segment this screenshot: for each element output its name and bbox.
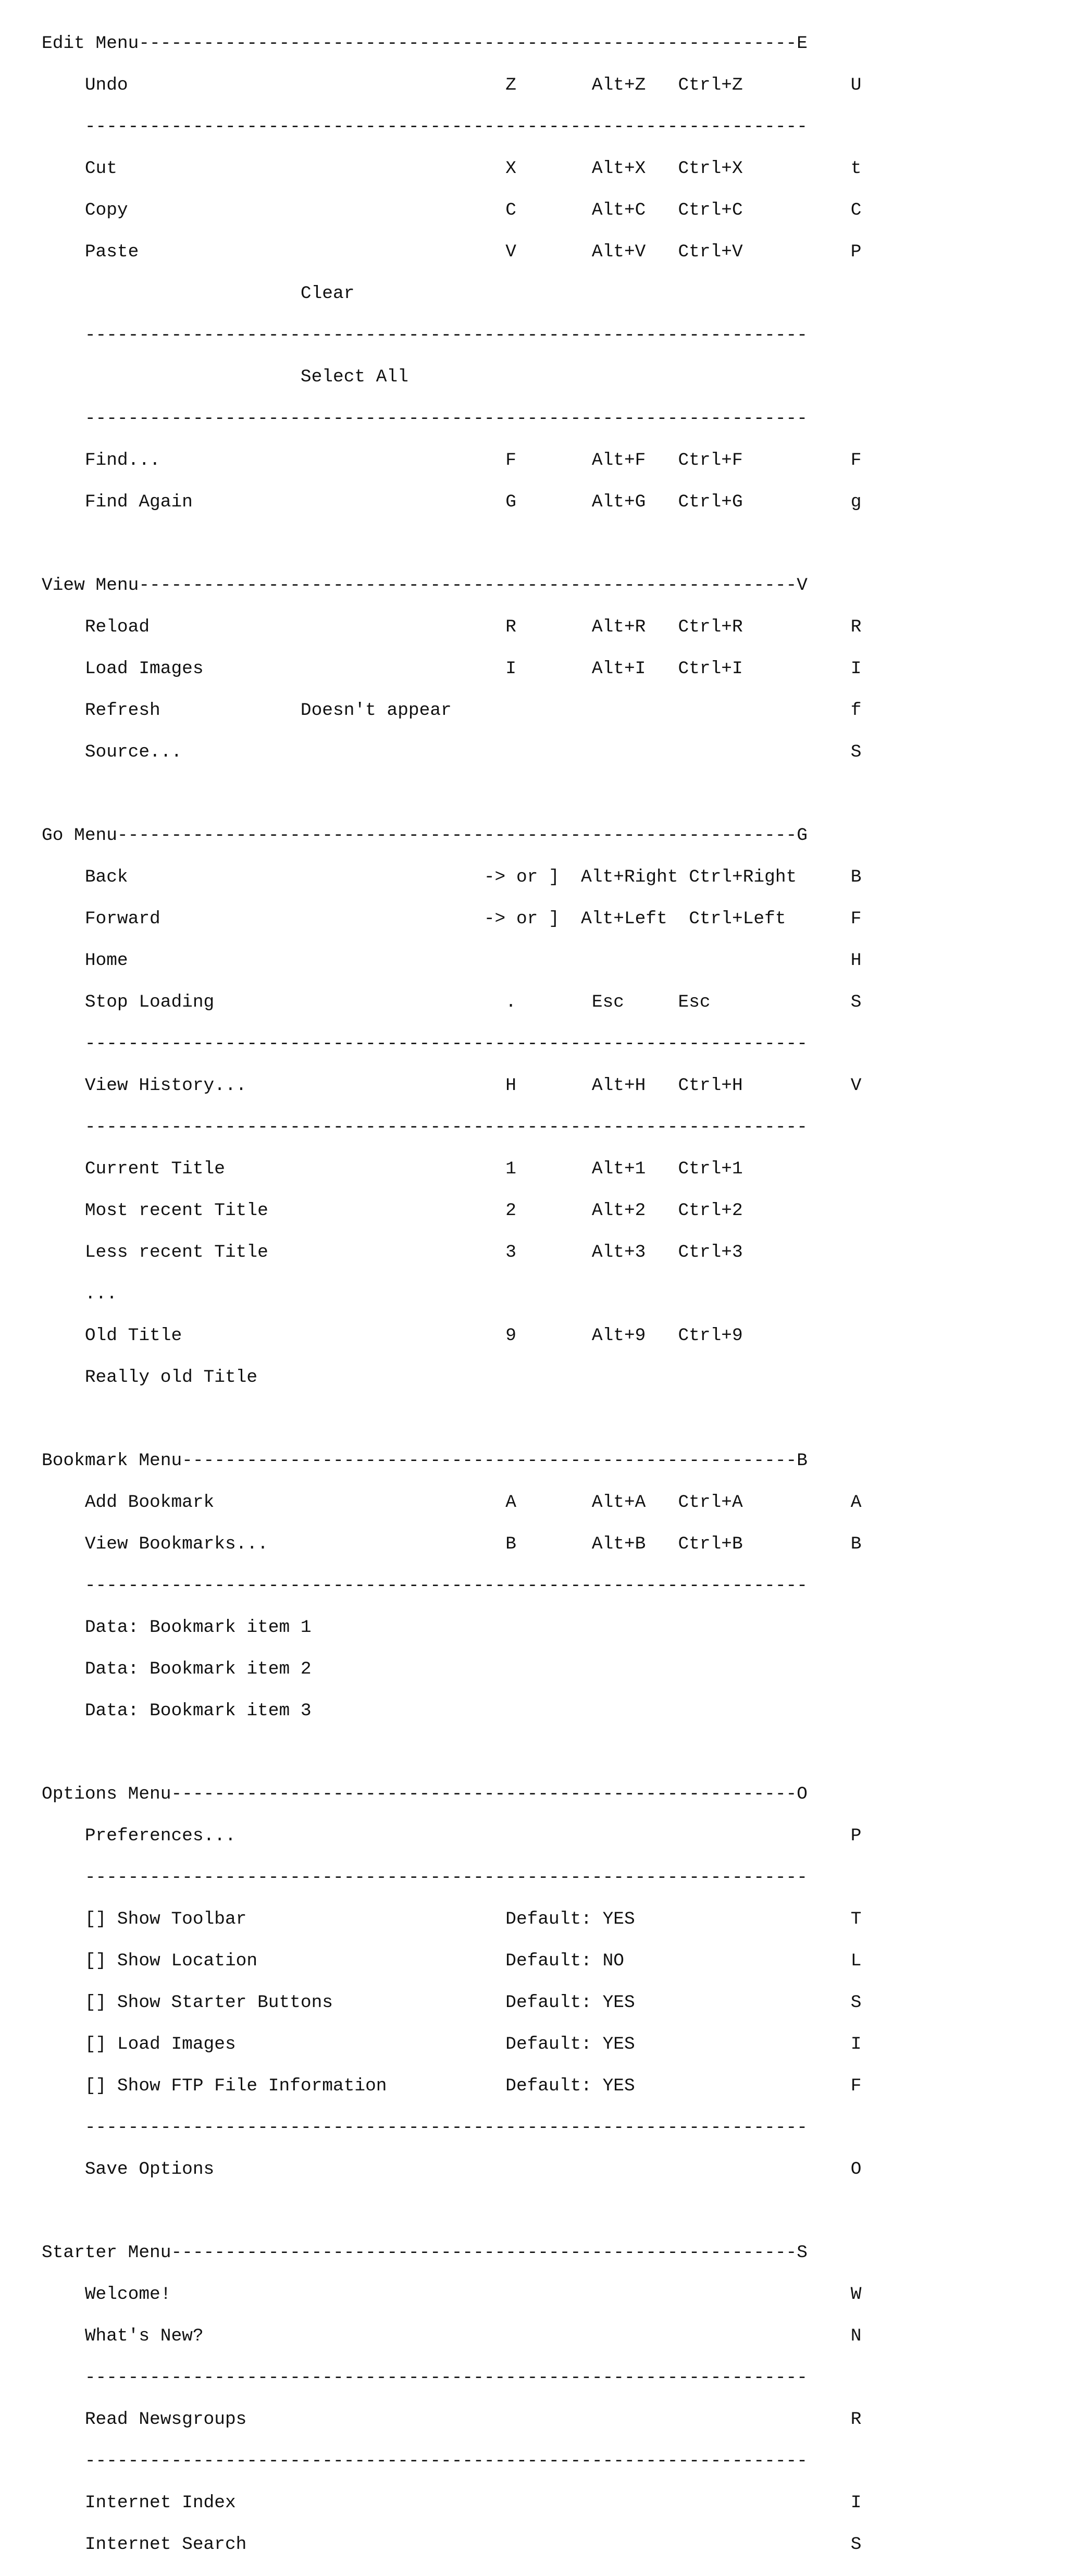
menu-item-load-images: Load Images I Alt+I Ctrl+I I — [42, 659, 862, 679]
keyboard-shortcut-document — [42, 33, 861, 2576]
menu-item-most-recent-title: Most recent Title 2 Alt+2 Ctrl+2 — [42, 1200, 743, 1221]
menu-item-show-starter-buttons: [] Show Starter Buttons Default: YES S — [42, 1992, 862, 2013]
ellipsis-line: ... — [42, 1284, 117, 1304]
blank-line — [42, 784, 861, 804]
menu-item-copy: Copy C Alt+C Ctrl+C C — [42, 200, 862, 220]
separator: ------------------------------------------------------------------- — [42, 325, 808, 345]
menu-item-refresh: Refresh Doesn't appear f — [42, 700, 862, 721]
menu-item-find-again: Find Again G Alt+G Ctrl+G g — [42, 492, 862, 512]
menu-item-select-all: Select All — [42, 367, 408, 387]
separator: ------------------------------------------------------------------- — [42, 1034, 808, 1054]
separator: ------------------------------------------------------------------- — [42, 1576, 808, 1596]
menu-item-forward: Forward -> or ] Alt+Left Ctrl+Left F — [42, 909, 862, 929]
menu-item-view-bookmarks: View Bookmarks... B Alt+B Ctrl+B B — [42, 1534, 862, 1554]
menu-item-back: Back -> or ] Alt+Right Ctrl+Right B — [42, 867, 862, 887]
blank-line — [42, 1742, 861, 1763]
separator: ------------------------------------------------------------------- — [42, 1867, 808, 1888]
section-header-bookmark-menu: Bookmark Menu---------------------------------------------------------B — [42, 1451, 808, 1471]
menu-item-view-history: View History... H Alt+H Ctrl+H V — [42, 1075, 862, 1096]
menu-item-reload: Reload R Alt+R Ctrl+R R — [42, 617, 862, 637]
menu-item-less-recent-title: Less recent Title 3 Alt+3 Ctrl+3 — [42, 1242, 743, 1262]
blank-line — [42, 2201, 861, 2222]
menu-item-internet-search: Internet Search S — [42, 2534, 862, 2555]
section-header-go-menu: Go Menu---------------------------------------------------------------G — [42, 825, 808, 846]
menu-item-source: Source... S — [42, 742, 862, 762]
blank-line — [42, 1409, 861, 1430]
menu-item-preferences: Preferences... P — [42, 1826, 862, 1846]
menu-item-show-ftp-file-information: [] Show FTP File Information Default: YES F — [42, 2076, 862, 2096]
menu-item-old-title: Old Title 9 Alt+9 Ctrl+9 — [42, 1326, 743, 1346]
separator: ------------------------------------------------------------------- — [42, 2368, 808, 2388]
section-header-view-menu: View Menu-------------------------------------------------------------V — [42, 575, 808, 596]
bookmark-item-3: Data: Bookmark item 3 — [42, 1701, 312, 1721]
menu-item-whats-new: What's New? N — [42, 2326, 862, 2346]
menu-item-really-old-title: Really old Title — [42, 1367, 258, 1388]
menu-item-cut: Cut X Alt+X Ctrl+X t — [42, 158, 862, 179]
menu-item-find: Find... F Alt+F Ctrl+F F — [42, 450, 862, 470]
menu-item-clear: Clear — [42, 283, 355, 304]
bookmark-item-1: Data: Bookmark item 1 — [42, 1617, 312, 1638]
section-header-options-menu: Options Menu----------------------------------------------------------O — [42, 1784, 808, 1804]
menu-item-save-options: Save Options O — [42, 2159, 862, 2179]
separator: ------------------------------------------------------------------- — [42, 1117, 808, 1137]
section-header-starter-menu: Starter Menu----------------------------------------------------------S — [42, 2243, 808, 2263]
separator: ------------------------------------------------------------------- — [42, 408, 808, 429]
separator: ------------------------------------------------------------------- — [42, 117, 808, 137]
menu-item-stop-loading: Stop Loading . Esc Esc S — [42, 992, 862, 1012]
blank-line — [42, 534, 861, 554]
menu-item-show-location: [] Show Location Default: NO L — [42, 1951, 862, 1971]
section-header-edit-menu: Edit Menu-------------------------------------------------------------E — [42, 33, 808, 54]
menu-item-internet-index: Internet Index I — [42, 2493, 862, 2513]
menu-item-home: Home H — [42, 950, 862, 971]
menu-item-welcome: Welcome! W — [42, 2284, 862, 2305]
menu-item-add-bookmark: Add Bookmark A Alt+A Ctrl+A A — [42, 1492, 862, 1513]
menu-item-undo: Undo Z Alt+Z Ctrl+Z U — [42, 75, 862, 95]
menu-item-current-title: Current Title 1 Alt+1 Ctrl+1 — [42, 1159, 743, 1179]
separator: ------------------------------------------------------------------- — [42, 2451, 808, 2471]
menu-item-load-images-option: [] Load Images Default: YES I — [42, 2034, 862, 2054]
menu-item-read-newsgroups: Read Newsgroups R — [42, 2409, 862, 2430]
bookmark-item-2: Data: Bookmark item 2 — [42, 1659, 312, 1679]
menu-item-show-toolbar: [] Show Toolbar Default: YES T — [42, 1909, 862, 1929]
separator: ------------------------------------------------------------------- — [42, 2117, 808, 2138]
menu-item-paste: Paste V Alt+V Ctrl+V P — [42, 242, 862, 262]
